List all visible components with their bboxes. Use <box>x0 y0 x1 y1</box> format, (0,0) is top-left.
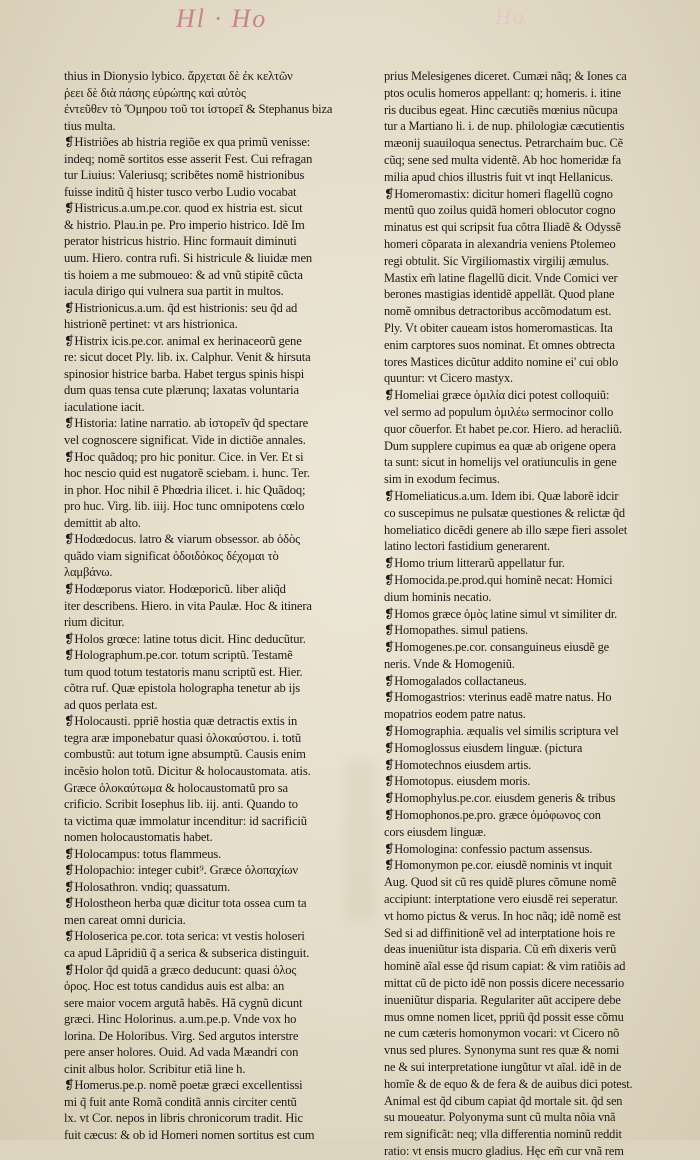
left-column-line: quãdo viam significat ὁδοιδόκος δέχομαι τὸ <box>64 548 279 563</box>
right-column-line: inueniũtur disparia. Regulariter aũt accipere debe <box>384 992 621 1007</box>
right-column-line: ta sunt: sicut in homelijs vel oratiunculis in gene <box>384 455 617 470</box>
left-column-line: crificio. Scribit Iosephus lib. iij. anti. Quando to <box>64 797 298 812</box>
right-column-line: ❡Homos græce ὁμὸς latine simul vt similiter dr. <box>384 606 618 621</box>
left-column-line: ❡Hoc quãdoq; pro hic ponitur. Cice. in Ver. Et si <box>64 449 304 464</box>
left-column-line: in phor. Hoc nihil ẽ Phœdria ilicet. i. hic Quãdoq; <box>64 482 306 497</box>
left-column-line: ❡Holos grœce: latine totus dicit. Hinc deducũtur. <box>64 631 306 646</box>
left-column-line: ❡Holostheon herba quæ dicitur tota ossea cum ta <box>64 896 307 911</box>
right-column-line: mittat cũ de picto idẽ non possis dicere necessario <box>384 976 625 991</box>
right-column-line: latino lectori fastidium generarent. <box>384 539 550 554</box>
left-column-line: iter describens. Hiero. in vita Paulæ. Hoc & itinera <box>64 598 312 613</box>
left-column-line: dum quas tensa cute plærunq; laxatas voluntaria <box>64 383 299 398</box>
left-column-line: λαμβάνω. <box>64 565 113 580</box>
left-column-line: sere maior vocem argutã habẽs. Hã cygnũ dicunt <box>64 995 303 1010</box>
right-column-line: accipiunt: interptatione vero eiusdẽ rei seperatur. <box>384 892 618 907</box>
left-column-line: tur Liuius: Valeriusq; scribẽtes nomẽ histrionibus <box>64 168 305 183</box>
left-column-line: indeq; nomẽ sortitos esse asserit Fest. Cui refragan <box>64 151 313 166</box>
left-column-line: cinit albus holor. Scribitur etiã line h. <box>64 1061 246 1076</box>
right-column-line: homĩe & de equo & de fera & de auibus dici potest. <box>384 1076 633 1091</box>
right-column-line: ❡Homonymon pe.cor. eiusdẽ nominis vt inquit <box>384 858 612 873</box>
right-column-line: ❡Homo trium litterarũ appellatur fur. <box>384 556 565 571</box>
right-column-line: vt homo pictus & verus. In hoc nãq; idẽ nomẽ est <box>384 908 621 923</box>
right-column-line: ❡Homoglossus eiusdem linguæ. (pictura <box>384 740 583 755</box>
right-column-line: ❡Homeliai græce ὁμιλία dici potest colloquiũ: <box>384 388 610 403</box>
right-column-line: ptos oculis homeros appellant: q; homeris. i. itine <box>384 85 622 100</box>
left-column-line: ❡Histricus.a.um.pe.cor. quod ex histria est. sicut <box>64 201 303 216</box>
right-column-line: prius Melesigenes diceret. Cumæi nãq; & Iones ca <box>384 69 627 83</box>
right-column-line: neris. Vnde & Homogeniũ. <box>384 656 515 671</box>
left-column-line: thius in Dionysio lybico. ἄρχεται δὲ ἐκ κελτῶν <box>64 69 293 83</box>
left-column-line: demittit ab alto. <box>64 515 141 530</box>
left-column-line: ❡Holocausti. ppriẽ hostia quæ detractis extis in <box>64 714 298 729</box>
right-column-line: sim in exodum fecimus. <box>384 472 500 487</box>
right-column-line: ❡Homologina: confessio pactum assensus. <box>384 841 593 856</box>
left-column-line: ❡Hodœdocus. latro & viarum obsessor. ab ὁδὸς <box>64 532 300 547</box>
left-column-line: incẽsio holon totũ. Dicitur & holocaustomata. atis. <box>64 763 311 778</box>
right-column-line: deas inueniũtur ista disparia. Cũ em̃ dixeris verũ <box>384 942 617 957</box>
left-column-line: ❡Histriões ab histria regiõe ex qua primũ venisse: <box>64 135 311 150</box>
marginal-annotation-left: Hl · Ho <box>176 4 268 33</box>
right-column-line: cors eiusdem linguæ. <box>384 824 486 839</box>
left-column-line: & histrio. Plau.in pe. Pro imperio histrico. Idẽ Im <box>64 217 305 232</box>
left-column-line: pro huc. Virg. lib. iiij. Hoc tunc omnipotens cœlo <box>64 499 305 514</box>
left-column-line: spinosior histrice barba. Habet tergus spinis hispi <box>64 366 305 381</box>
right-column-line: ratio: vt ensis mucro gladius. Hęc em̃ cur vnã rem <box>384 1144 624 1158</box>
right-column-line: ❡Homopathes. simul patiens. <box>384 623 528 638</box>
left-column-line: ❡Holocampus: totus flammeus. <box>64 846 222 861</box>
left-column-line: iaculatione iacit. <box>64 399 145 414</box>
right-column-line: ❡Homotechnos eiusdem artis. <box>384 757 532 772</box>
right-column-line: ❡Homocida.pe.prod.qui hominẽ necat: Homici <box>384 572 613 587</box>
right-column-line: ❡Homeliaticus.a.um. Idem ibi. Quæ laborẽ idcir <box>384 488 619 503</box>
left-column-line: ❡Holoserica pe.cor. tota serica: vt vestis holoseri <box>64 929 305 944</box>
right-column-line: rem significãt: neq; vlla differentia nominũ reddit <box>384 1127 622 1142</box>
right-column-line: homeri cõparata in alexandria veniens Ptolemeo <box>384 236 616 251</box>
right-column-line: ❡Homophylus.pe.cor. eiusdem generis & tribus <box>384 791 616 806</box>
left-column-line: græci. Hinc Holorinus. a.um.pe.p. Vnde vox ho <box>64 1012 297 1027</box>
right-column-line: ❡Homeromastix: dicitur homeri flagellũ cogno <box>384 186 613 201</box>
left-column-line: combustũ: aut totum igne absumptũ. Causis enim <box>64 747 306 762</box>
left-column-line: ❡Histrionicus.a.um. q̃d est histrionis: seu q̃d ad <box>64 300 298 315</box>
left-column-line: ❡Holographum.pe.cor. totum scriptũ. Testamẽ <box>64 648 293 663</box>
left-column-line: ca apud Lãpridiũ q̃ a serica & subserica distinguit. <box>64 945 310 960</box>
right-column-line: dium hominis necatio. <box>384 589 492 604</box>
right-column-line: quor cõuerfor. Et habet pe.cor. Hiero. ad heracliũ. <box>384 421 622 436</box>
left-column-line: rium dicitur. <box>64 615 125 630</box>
left-column-line: tum quod totum testatoris manu scriptũ est. Hier. <box>64 664 303 679</box>
right-column-line: nomẽ omnibus detractoribus accõmodatum est. <box>384 304 612 319</box>
left-column-line: ❡Homerus.pe.p. nomẽ poetæ græci excellentissi <box>64 1078 303 1093</box>
left-column-line: ῥεει δὲ διὰ πάσης εὐρώπης καὶ αὐτὸς <box>64 85 246 100</box>
right-column-line: mus omne nomen licet, ppriũ q̃d possit esse cõmu <box>384 1009 624 1024</box>
left-column-line: pere anser holores. Ouid. Ad vada Mæandri con <box>64 1045 299 1060</box>
left-column-line: ta victima quæ immolatur incenditur: id sacrificiũ <box>64 813 307 828</box>
right-column-line: ❡Homogalados collactaneus. <box>384 673 527 688</box>
right-column-line: ❡Homophonos.pe.pro. græce ὁμόφωνος con <box>384 808 601 823</box>
right-column-line: ne cum cæteris homonymon vocari: vt Cicero nõ <box>384 1026 620 1041</box>
right-column-line: Dum supplere cupimus ea quæ ab origene opera <box>384 438 616 453</box>
left-column-line: iacula dirigo qui vulnera sua partit in multos. <box>64 284 284 299</box>
left-column-line: uum. Hiero. contra rufi. Si histricule & liuidæ men <box>64 251 313 266</box>
right-column-line: cũq; sene sed multa videntẽ. Ab hoc homeridæ fa <box>384 152 621 167</box>
left-column-line: fuit cæcus: & ob id Homeri nomen sortitus est cum <box>64 1128 315 1142</box>
left-column-line: lx. vt Cor. nepos in libris chronicorum tradit. Hic <box>64 1111 303 1126</box>
right-column-line: ris ducibus egeat. Hinc cæcutiẽs mœnius nũcupa <box>384 102 618 117</box>
right-text-column <box>384 68 674 1160</box>
right-column-line: ❡Homogastrios: vterinus eadẽ matre natus. Ho <box>384 690 612 705</box>
left-column-line: hoc nescio quid est nugatorẽ sciebam. i. hunc. Ter. <box>64 466 310 481</box>
right-column-line: quuntur: vt Cicero mastyx. <box>384 371 513 386</box>
left-column-line: re: sicut docet Ply. lib. ix. Calphur. Venit & hirsuta <box>64 350 311 365</box>
left-column-line: lorina. De Holoribus. Virg. Sed argutos interstre <box>64 1028 299 1043</box>
marginal-annotation-right: Ho <box>495 4 526 29</box>
left-column-line: Græce ὁλοκαύτωμα & holocaustomatũ pro sa <box>64 780 288 795</box>
right-column-line: berones mastigias identidẽ appellãt. Quod plane <box>384 287 615 302</box>
right-column-line: Animal est q̃d cibum capiat q̃d mortale sit. q̃d sen <box>384 1093 623 1108</box>
left-column-line: tis hoiem a me submoueo: & ad vnũ stipitẽ cũcta <box>64 267 303 282</box>
left-column-line: mi q̃ fuit ante Romã conditã annis circiter centũ <box>64 1094 297 1109</box>
left-column-line: ❡Holor q̃d quidã a græco deducunt: quasi ὁλος <box>64 962 297 977</box>
left-column-line: ad quos perlata est. <box>64 697 158 712</box>
right-column-line: tores Mastices dicũtur addito nomine ei' cui oblo <box>384 354 619 369</box>
right-column-line: minatus est qui scripsit fua cõtra Iliadẽ & Odyssẽ <box>384 220 621 235</box>
right-column-line: co suscepimus ne pulsatæ questiones & relictæ q̃d <box>384 505 625 520</box>
left-column-line: fuisse inditũ q̃ hister tusco verbo Ludio vocabat <box>64 184 297 199</box>
right-column-line: Sed si ad diffinitionẽ vel ad interptatione hois re <box>384 925 615 940</box>
right-column-line: hominẽ aĩal esse q̃d risum capiat: & vim ratiõis ad <box>384 959 626 974</box>
right-column-line: ❡Homogenes.pe.cor. consanguineus eiusdẽ ge <box>384 640 609 655</box>
right-column-line: Mastix em̃ latine flagellũ dicit. Vnde Comici ver <box>384 270 618 285</box>
left-column-line: men careat omni duricia. <box>64 912 186 927</box>
right-column-line: vel sermo ad populum ὁμιλέω sermocinor collo <box>384 404 614 419</box>
right-column-line: mentũ quo zoilus quidã homeri oblocutor cogno <box>384 203 616 218</box>
left-text-column <box>64 68 369 1144</box>
right-column-line: tur a Martiano li. i. de nup. philologiæ cæcutientis <box>384 119 625 134</box>
left-column-line: ❡Holopachio: integer cubit⁹. Græce ὁλοπαχίων <box>64 863 298 878</box>
left-column-line: ❡Histrix icis.pe.cor. animal ex herinaceorũ gene <box>64 333 302 348</box>
right-column-line: mopatrios eodem patre natus. <box>384 707 526 722</box>
right-column-line: Aug. Quod sit cũ res quidẽ plures cõmune nomẽ <box>384 875 617 890</box>
left-column-line: ❡Historia: latine narratio. ab ἱστορεῖν q̃d spectare <box>64 416 309 431</box>
right-column-line: milia apud chios illustris fuit vt inqt Hellanicus. <box>384 169 614 184</box>
right-column-line: homeliatico dicẽdi genere ab illo sæpe fieri assolet <box>384 522 628 537</box>
right-column-line: Ply. Vt obiter caueam istos homeromasticas. Ita <box>384 320 613 335</box>
right-column-line: ❡Homographia. æqualis vel similis scriptura vel <box>384 724 619 739</box>
left-column-line: tius multa. <box>64 118 116 133</box>
right-column-line: su moueatur. Polyonyma sunt cũ multa nõia vnã <box>384 1110 616 1125</box>
left-column-line: ❡Holosathron. vndiq; quassatum. <box>64 879 231 894</box>
right-column-line: vnus sed plures. Synonyma sunt res quæ & nomi <box>384 1043 620 1058</box>
left-column-line: nomen holocaustomatis habet. <box>64 830 213 845</box>
left-column-line: histrionẽ pertinet: vt ars histrionica. <box>64 317 238 332</box>
left-column-line: vel cognoscere significat. Vide in dictiõe annales. <box>64 433 306 448</box>
left-column-line: perator histricus histrio. Hinc formauit diminuti <box>64 234 297 249</box>
right-column-line: regi obtulit. Sic Virgiliomastix virgilij æmulus. <box>384 253 609 268</box>
left-column-line: ❡Hodœporus viator. Hodœporicũ. liber aliq̃d <box>64 581 286 596</box>
right-column-line: ❡Homotopus. eiusdem moris. <box>384 774 531 789</box>
left-column-line: cõtra ruf. Quæ epistola holographa tenetur ab ijs <box>64 681 301 696</box>
right-column-line: mæonij suauiloqua senectus. Petrarchaim buc. Cẽ <box>384 136 623 151</box>
right-column-line: ne & sui interpretatione iungũtur vt aĩal. idẽ in de <box>384 1060 622 1075</box>
left-column-line: tegra aræ imponebatur quasi ὁλοκαύστου. i. totũ <box>64 730 301 745</box>
left-column-line: ἐντεῦθεν τὸ Ὅμηρου τοῦ τοι ἱστορεῖ & Stephanus biza <box>64 102 333 117</box>
right-column-line: enim carptores suos nominat. Et omnes obtrecta <box>384 337 615 352</box>
left-column-line: ὀρος. Hoc est totus candidus auis est alba: an <box>64 979 285 994</box>
